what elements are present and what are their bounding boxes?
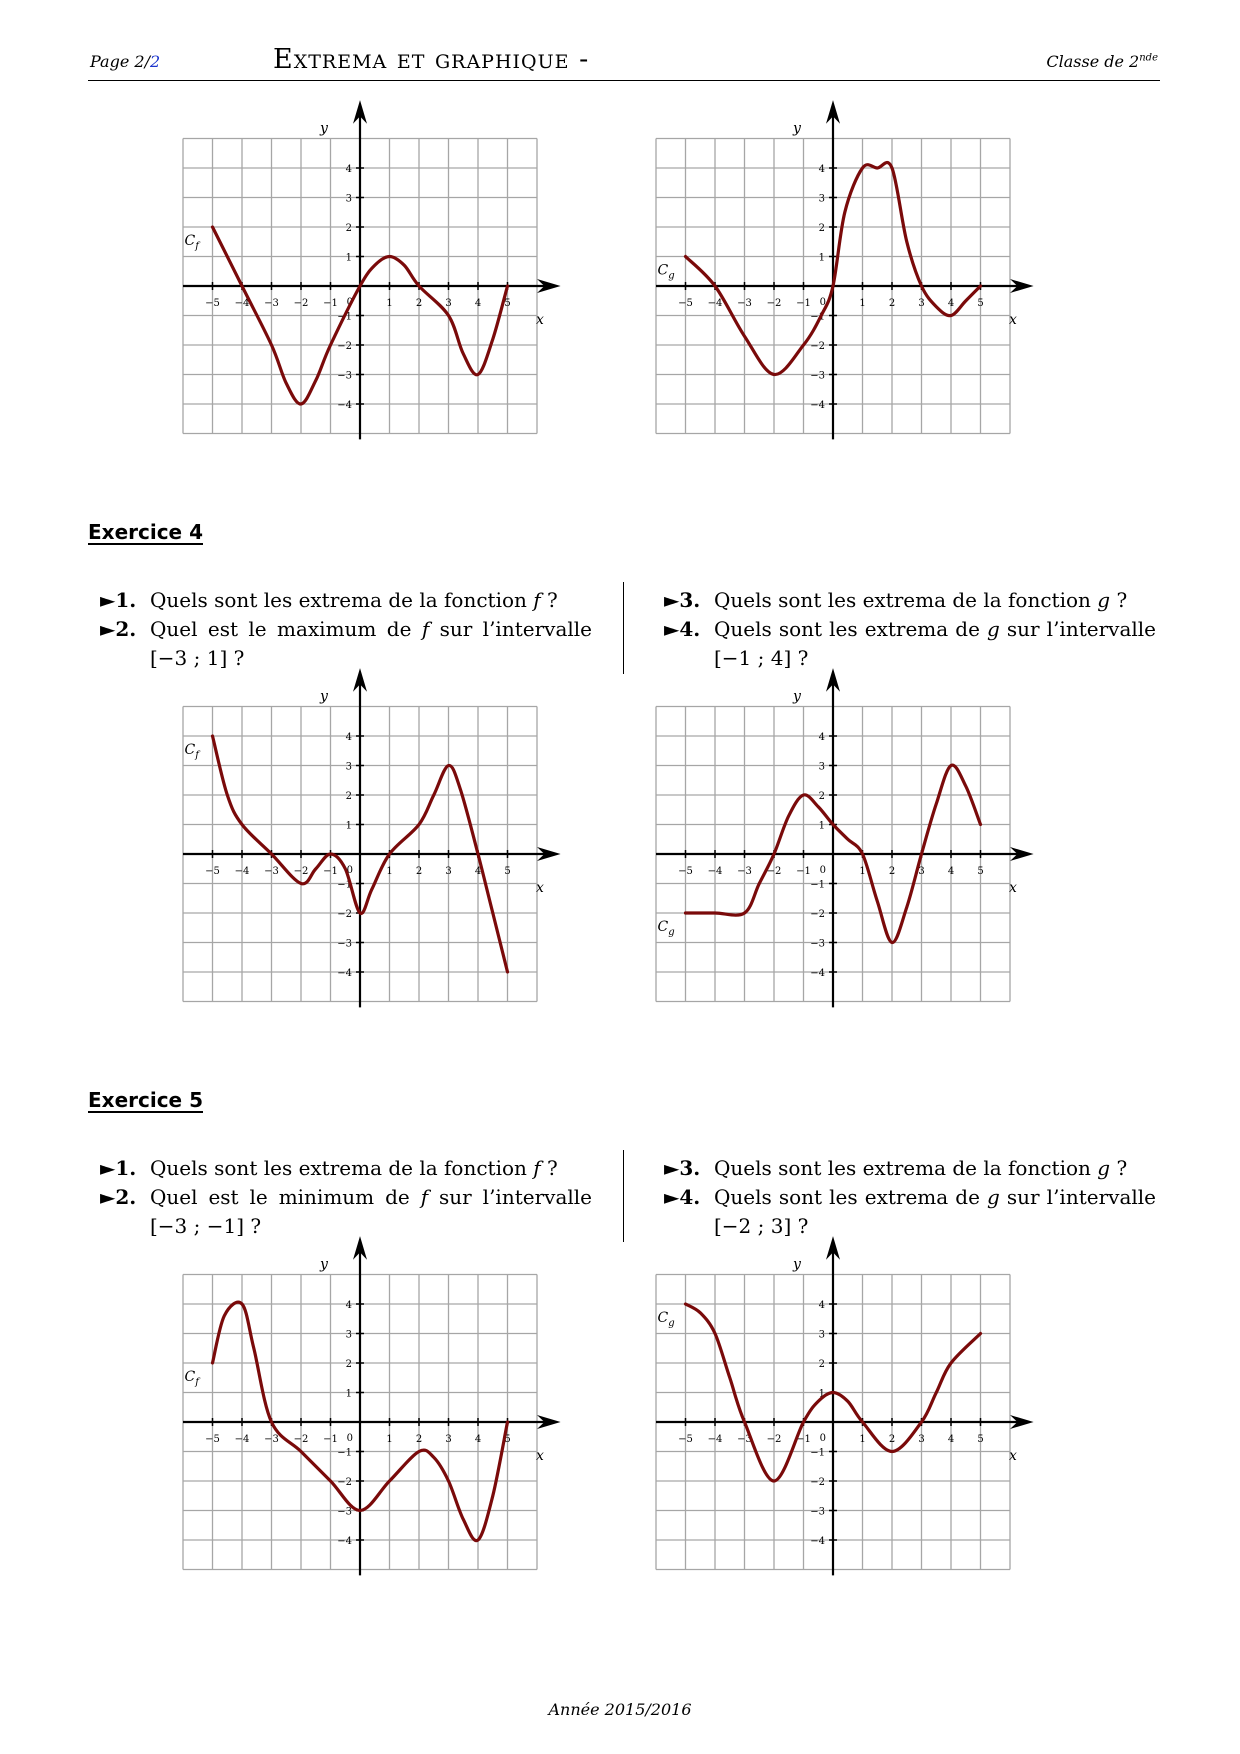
x-tick-label: −1 bbox=[796, 866, 811, 877]
x-tick-label: −1 bbox=[796, 1434, 811, 1445]
class-label: Classe de 2nde bbox=[1046, 52, 1158, 71]
origin-label: 0 bbox=[346, 1433, 353, 1444]
y-axis-label: y bbox=[320, 688, 328, 705]
y-tick-label: −4 bbox=[337, 400, 352, 411]
x-tick-label: 1 bbox=[386, 298, 393, 309]
x-tick-label: 2 bbox=[415, 866, 423, 877]
x-tick-label: −2 bbox=[293, 298, 309, 309]
graph-ex5-f bbox=[184, 1256, 590, 1582]
x-tick-label: −1 bbox=[323, 1434, 338, 1445]
x-tick-label: −1 bbox=[323, 866, 338, 877]
question-3: ►3. Quels sont les extrema de la fonction g ? bbox=[664, 588, 1128, 612]
y-tick-label: 2 bbox=[818, 1359, 825, 1370]
y-tick-label: −1 bbox=[810, 311, 825, 323]
x-tick-label: −2 bbox=[293, 866, 309, 877]
curve-label-subscript: g bbox=[668, 1318, 675, 1329]
x-tick-label: −3 bbox=[737, 1434, 752, 1445]
y-tick-label: −1 bbox=[337, 879, 352, 891]
x-tick-label: −3 bbox=[737, 298, 752, 309]
y-tick-label: −4 bbox=[810, 1536, 825, 1547]
curve-label-letter: C bbox=[657, 262, 669, 279]
footer-year: Année 2015/2016 bbox=[548, 1700, 692, 1719]
x-tick-label: −4 bbox=[707, 866, 723, 877]
x-tick-label: 4 bbox=[474, 1434, 482, 1445]
curve-label-subscript: f bbox=[195, 1377, 199, 1388]
y-tick-label: −1 bbox=[337, 1447, 352, 1459]
y-tick-label: 1 bbox=[818, 820, 825, 832]
curve-label-letter: C bbox=[184, 742, 196, 758]
x-tick-label: −3 bbox=[264, 1434, 279, 1445]
y-tick-label: −4 bbox=[810, 400, 825, 411]
y-tick-label: 1 bbox=[345, 252, 352, 264]
question-1: ►1. Quels sont les extrema de la fonction f ? bbox=[100, 1156, 558, 1180]
x-tick-label: 4 bbox=[474, 298, 482, 309]
x-tick-label: −5 bbox=[205, 1434, 220, 1445]
x-tick-label: −5 bbox=[678, 1434, 693, 1445]
exercise-4-questions-right bbox=[656, 586, 1156, 673]
x-tick-label: 3 bbox=[445, 866, 452, 877]
x-tick-label: 2 bbox=[888, 298, 896, 309]
graph-ex3-g bbox=[657, 120, 1063, 446]
y-tick-label: −4 bbox=[337, 1536, 352, 1547]
x-tick-label: 5 bbox=[504, 1434, 511, 1445]
graph-ex4-f bbox=[184, 688, 590, 1014]
y-tick-label: 4 bbox=[345, 1300, 352, 1311]
x-tick-label: 2 bbox=[415, 298, 423, 309]
x-axis-label: x bbox=[535, 1448, 544, 1464]
x-tick-label: 5 bbox=[504, 298, 511, 309]
x-tick-label: −4 bbox=[234, 1434, 250, 1445]
x-tick-label: −2 bbox=[293, 1434, 309, 1445]
column-separator bbox=[623, 582, 624, 674]
question-2: ►2. Quel est le minimum de f sur l’intervalle [−3 ; −1] ? bbox=[100, 1185, 592, 1238]
graph-ex4-g bbox=[657, 688, 1063, 1014]
curve-label bbox=[658, 919, 675, 938]
x-tick-label: −5 bbox=[678, 298, 693, 309]
document-title: Extrema et graphique - bbox=[273, 44, 590, 75]
y-tick-label: 3 bbox=[345, 761, 352, 773]
graph-ex3-f bbox=[184, 120, 590, 446]
x-tick-label: 1 bbox=[386, 866, 393, 877]
y-tick-label: −2 bbox=[810, 1477, 825, 1488]
y-tick-label: −3 bbox=[810, 370, 825, 382]
y-tick-label: 1 bbox=[345, 820, 352, 832]
curve-label-subscript: f bbox=[195, 750, 199, 761]
x-tick-label: 2 bbox=[415, 1434, 423, 1445]
x-tick-label: −5 bbox=[205, 866, 220, 877]
curve-label-letter: C bbox=[657, 1310, 669, 1326]
origin-label: 0 bbox=[346, 297, 353, 308]
page-header bbox=[88, 44, 1160, 81]
column-separator bbox=[623, 1150, 624, 1242]
y-tick-label: 4 bbox=[818, 732, 825, 743]
question-1: ►1. Quels sont les extrema de la fonction f ? bbox=[100, 588, 558, 612]
x-tick-label: 2 bbox=[888, 866, 896, 877]
y-tick-label: 1 bbox=[818, 252, 825, 264]
exercise-5-questions-left bbox=[92, 1154, 592, 1241]
y-tick-label: 1 bbox=[818, 1388, 825, 1400]
y-tick-label: 3 bbox=[818, 761, 825, 773]
y-tick-label: −2 bbox=[810, 341, 825, 352]
question-4: ►4. Quels sont les extrema de g sur l’intervalle [−1 ; 4] ? bbox=[664, 617, 1156, 670]
x-tick-label: 1 bbox=[859, 298, 866, 309]
x-tick-label: 4 bbox=[947, 298, 955, 309]
question-4: ►4. Quels sont les extrema de g sur l’intervalle [−2 ; 3] ? bbox=[664, 1185, 1156, 1238]
y-tick-label: −3 bbox=[810, 938, 825, 950]
origin-label: 0 bbox=[346, 865, 353, 876]
question-2: ►2. Quel est le maximum de f sur l’intervalle [−3 ; 1] ? bbox=[100, 617, 592, 670]
x-tick-label: 4 bbox=[474, 866, 482, 877]
origin-label: 0 bbox=[819, 1433, 826, 1444]
x-tick-label: 3 bbox=[918, 866, 925, 877]
x-tick-label: −4 bbox=[234, 866, 250, 877]
x-tick-label: −5 bbox=[678, 866, 693, 877]
page-total-link[interactable]: 2 bbox=[149, 52, 161, 71]
y-tick-label: 3 bbox=[818, 1329, 825, 1341]
curve-label bbox=[185, 233, 202, 252]
x-tick-label: 4 bbox=[947, 866, 955, 877]
exercise-5-questions-right bbox=[656, 1154, 1156, 1241]
x-tick-label: −3 bbox=[737, 866, 752, 877]
x-tick-label: −2 bbox=[766, 1434, 782, 1445]
graph-ex5-g bbox=[657, 1256, 1063, 1582]
curve-label bbox=[185, 1369, 202, 1388]
x-tick-label: −4 bbox=[707, 1434, 723, 1445]
y-axis-label: y bbox=[793, 1256, 801, 1273]
curve-label bbox=[658, 1310, 675, 1329]
x-tick-label: 1 bbox=[386, 1434, 393, 1445]
x-tick-label: −3 bbox=[264, 866, 279, 877]
y-tick-label: 4 bbox=[818, 1300, 825, 1311]
y-tick-label: 2 bbox=[345, 1359, 352, 1370]
question-3: ►3. Quels sont les extrema de la fonction g ? bbox=[664, 1156, 1128, 1180]
curve-label-letter: C bbox=[657, 919, 669, 935]
y-axis-label: y bbox=[793, 688, 801, 705]
y-tick-label: 2 bbox=[345, 223, 352, 234]
y-tick-label: −2 bbox=[337, 1477, 352, 1488]
y-tick-label: 2 bbox=[818, 791, 825, 802]
y-tick-label: 3 bbox=[818, 193, 825, 205]
y-tick-label: −1 bbox=[810, 1447, 825, 1459]
y-axis-label: y bbox=[793, 120, 801, 137]
y-tick-label: 4 bbox=[818, 164, 825, 175]
y-tick-label: 3 bbox=[345, 1329, 352, 1341]
y-tick-label: −1 bbox=[810, 879, 825, 891]
x-tick-label: 5 bbox=[504, 866, 511, 877]
x-tick-label: −2 bbox=[766, 866, 782, 877]
x-tick-label: 2 bbox=[888, 1434, 896, 1445]
y-tick-label: −2 bbox=[337, 341, 352, 352]
y-axis-label: y bbox=[320, 1256, 328, 1273]
x-axis-label: x bbox=[1008, 880, 1017, 896]
x-tick-label: 5 bbox=[977, 866, 984, 877]
y-tick-label: −1 bbox=[337, 311, 352, 323]
curve-label-subscript: g bbox=[668, 270, 675, 282]
y-tick-label: −3 bbox=[337, 1506, 352, 1518]
curve-label-subscript: f bbox=[195, 241, 199, 252]
curve-label-letter: C bbox=[184, 233, 196, 249]
exercise-5-title: Exercice 5 bbox=[88, 1088, 203, 1112]
x-tick-label: −3 bbox=[264, 298, 279, 309]
x-tick-label: 3 bbox=[918, 1434, 925, 1445]
x-axis-label: x bbox=[535, 880, 544, 896]
x-axis-label: x bbox=[535, 312, 544, 328]
curve-label-subscript: g bbox=[668, 927, 675, 938]
curve-label bbox=[658, 263, 675, 282]
curve-label bbox=[185, 742, 202, 761]
x-tick-label: 5 bbox=[977, 1434, 984, 1445]
x-tick-label: 1 bbox=[859, 866, 866, 877]
x-tick-label: −4 bbox=[234, 298, 250, 309]
x-tick-label: −2 bbox=[766, 298, 782, 309]
x-tick-label: 5 bbox=[977, 298, 984, 309]
y-axis-label: y bbox=[320, 120, 328, 137]
x-tick-label: −1 bbox=[796, 298, 811, 309]
y-tick-label: 3 bbox=[345, 193, 352, 205]
y-tick-label: 1 bbox=[345, 1388, 352, 1400]
y-tick-label: −2 bbox=[337, 909, 352, 920]
y-tick-label: −4 bbox=[810, 968, 825, 979]
x-tick-label: 1 bbox=[859, 1434, 866, 1445]
curve-label-letter: C bbox=[184, 1369, 196, 1385]
exercise-4-questions-left bbox=[92, 586, 592, 673]
y-tick-label: −3 bbox=[810, 1506, 825, 1518]
y-tick-label: 2 bbox=[818, 223, 825, 234]
x-axis-label: x bbox=[1008, 312, 1017, 328]
origin-label: 0 bbox=[819, 865, 826, 876]
x-tick-label: 3 bbox=[445, 298, 452, 309]
x-tick-label: −1 bbox=[323, 298, 338, 309]
page-number: Page 2/2 bbox=[90, 52, 161, 71]
x-axis-label: x bbox=[1008, 1448, 1017, 1464]
y-tick-label: −4 bbox=[337, 968, 352, 979]
y-tick-label: 2 bbox=[345, 791, 352, 802]
y-tick-label: 4 bbox=[345, 732, 352, 743]
x-tick-label: 3 bbox=[918, 298, 925, 309]
y-tick-label: 4 bbox=[345, 164, 352, 175]
y-tick-label: −3 bbox=[337, 370, 352, 382]
origin-label: 0 bbox=[819, 297, 826, 308]
y-tick-label: −3 bbox=[337, 938, 352, 950]
y-tick-label: −2 bbox=[810, 909, 825, 920]
x-tick-label: 4 bbox=[947, 1434, 955, 1445]
exercise-4-title: Exercice 4 bbox=[88, 520, 203, 544]
x-tick-label: −5 bbox=[205, 298, 220, 309]
x-tick-label: 3 bbox=[445, 1434, 452, 1445]
x-tick-label: −4 bbox=[707, 298, 723, 309]
